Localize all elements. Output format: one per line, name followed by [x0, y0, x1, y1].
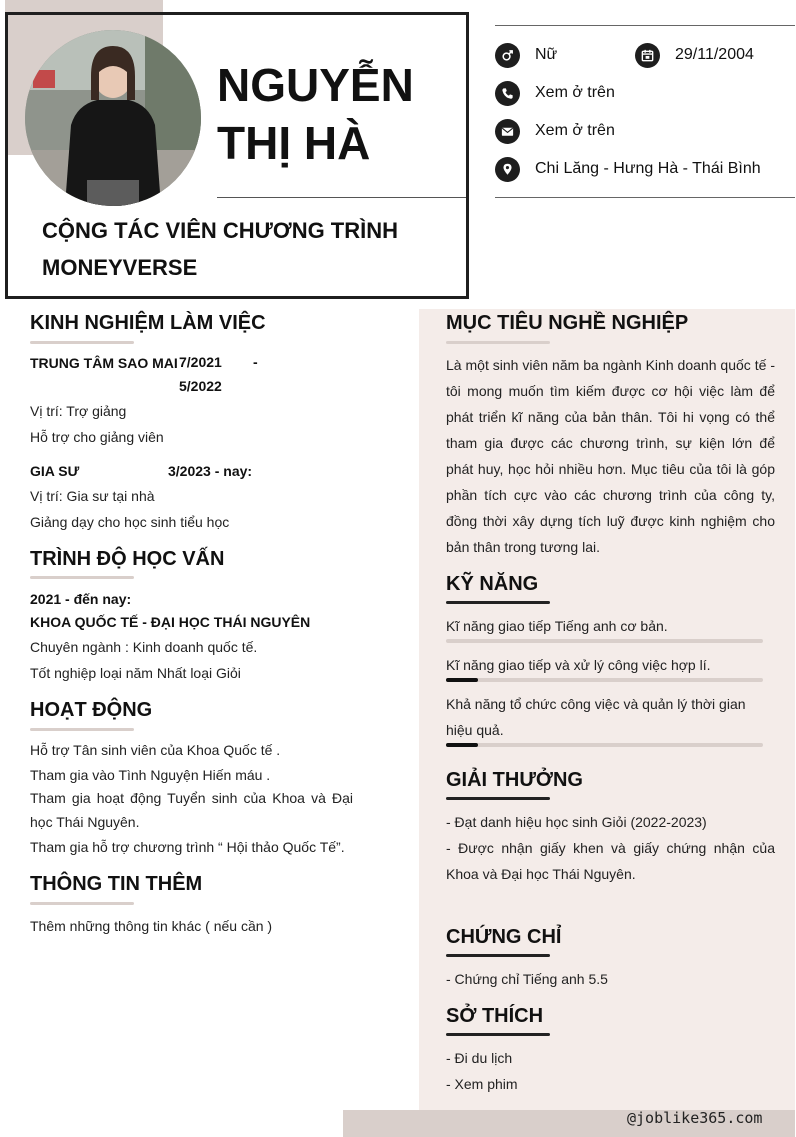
contact-address — [495, 156, 761, 182]
job-1-org: TRUNG TÂM SAO MAI — [30, 355, 178, 371]
job-1-period: 7/2021 - 5/2022 — [179, 354, 293, 394]
skill-1-label: Kĩ năng giao tiếp Tiếng anh cơ bản. — [446, 618, 668, 634]
skills-underline — [446, 601, 550, 604]
extra-info-title: THÔNG TIN THÊM — [30, 873, 203, 895]
education-grade: Tốt nghiệp loại năm Nhất loại Giỏi — [30, 665, 241, 681]
hobbies-underline — [446, 1033, 550, 1036]
job-title: CỘNG TÁC VIÊN CHƯƠNG TRÌNH MONEYVERSE — [42, 218, 399, 280]
awards-title: GIẢI THƯỞNG — [446, 769, 583, 791]
experience-underline — [30, 341, 134, 344]
experience-title: KINH NGHIỆM LÀM VIỆC — [30, 312, 266, 334]
email-value: Xem ở trên — [535, 122, 615, 139]
skill-2-level — [446, 678, 478, 682]
skill-2-label: Kĩ năng giao tiếp và xử lý công việc hợp lí. — [446, 657, 711, 673]
certificates-title: CHỨNG CHỈ — [446, 926, 562, 948]
hobby-item: - Xem phim — [446, 1076, 518, 1092]
contact-email — [495, 118, 615, 144]
education-title: TRÌNH ĐỘ HỌC VẤN — [30, 548, 225, 570]
education-period: 2021 - đến nay: — [30, 591, 132, 607]
education-underline — [30, 576, 134, 579]
award-item: - Đạt danh hiệu học sinh Giỏi (2022-2023) — [446, 814, 707, 830]
objective-title: MỤC TIÊU NGHỀ NGHIỆP — [446, 312, 689, 334]
candidate-name: NGUYỄN THỊ HÀ — [217, 59, 414, 169]
activities-underline — [30, 728, 134, 731]
job-2-period: 3/2023 - nay: — [168, 463, 253, 479]
skill-2-bar — [446, 678, 763, 682]
skill-3-label: Khả năng tổ chức công việc và quản lý thời gian hiệu quả. — [446, 696, 746, 738]
skill-3-level — [446, 743, 478, 747]
birthday-value: 29/11/2004 — [675, 46, 754, 63]
profile-photo — [25, 30, 201, 206]
location-icon — [495, 157, 520, 182]
gender-icon — [495, 43, 520, 68]
job-2-desc: Giảng dạy cho học sinh tiểu học — [30, 514, 230, 530]
objective-text: Là một sinh viên năm ba ngành Kinh doanh quốc tế - tôi mong muốn tìm kiếm được cơ hội việc làm để phát triển kĩ năng của bản thân. Tôi hi vọng có thể tham gia được các chương trình, sự kiện lớn để phát huy, học hỏi nhiều hơn. Mục tiêu của tôi là góp phần tích cực vào các chương trình của công ty, đồng thời xây dựng tích luỹ được kinh nghiệm cho bản thân trong tương lai. — [446, 357, 775, 555]
extra-info-underline — [30, 902, 134, 905]
skill-3-bar — [446, 743, 763, 747]
activity-item: Hỗ trợ Tân sinh viên của Khoa Quốc tế . — [30, 742, 281, 758]
hobby-item: - Đi du lịch — [446, 1050, 513, 1066]
contact-gender — [495, 42, 557, 68]
activity-item: Tham gia vào Tình Nguyện Hiến máu . — [30, 767, 271, 783]
mail-icon — [495, 119, 520, 144]
certificates-underline — [446, 954, 550, 957]
job-1-position: Vị trí: Trợ giảng — [30, 403, 127, 419]
skill-1-bar — [446, 639, 763, 643]
activities-title: HOẠT ĐỘNG — [30, 699, 153, 721]
footer-brand: @joblike365.com — [627, 1109, 763, 1127]
award-item: - Được nhận giấy khen và giấy chứng nhận của Khoa và Đại học Thái Nguyên. — [446, 840, 775, 882]
phone-value: Xem ở trên — [535, 84, 615, 101]
job-1-desc: Hỗ trợ cho giảng viên — [30, 429, 164, 445]
calendar-icon — [635, 43, 660, 68]
gender-value: Nữ — [535, 46, 558, 63]
activity-item: Tham gia hỗ trợ chương trình “ Hội thảo Quốc Tế”. — [30, 839, 345, 855]
education-school: KHOA QUỐC TẾ - ĐẠI HỌC THÁI NGUYÊN — [30, 614, 311, 630]
extra-info-text: Thêm những thông tin khác ( nếu cần ) — [30, 918, 273, 934]
skills-title: KỸ NĂNG — [446, 573, 539, 595]
hobbies-title: SỞ THÍCH — [446, 1005, 544, 1027]
address-value: Chi Lăng - Hưng Hà - Thái Bình — [535, 160, 761, 177]
contact-birthday — [635, 42, 754, 68]
job-2-org: GIA SƯ — [30, 463, 80, 479]
certificate-item: - Chứng chỉ Tiếng anh 5.5 — [446, 971, 608, 987]
job-2-position: Vị trí: Gia sư tại nhà — [30, 488, 155, 504]
contact-info — [495, 25, 795, 198]
activity-item: Tham gia hoạt động Tuyển sinh của Khoa và Đại học Thái Nguyên. — [30, 790, 353, 830]
education-major: Chuyên ngành : Kinh doanh quốc tế. — [30, 639, 258, 655]
phone-icon — [495, 81, 520, 106]
contact-phone — [495, 80, 615, 106]
objective-underline — [446, 341, 550, 344]
awards-underline — [446, 797, 550, 800]
name-divider — [217, 197, 466, 198]
